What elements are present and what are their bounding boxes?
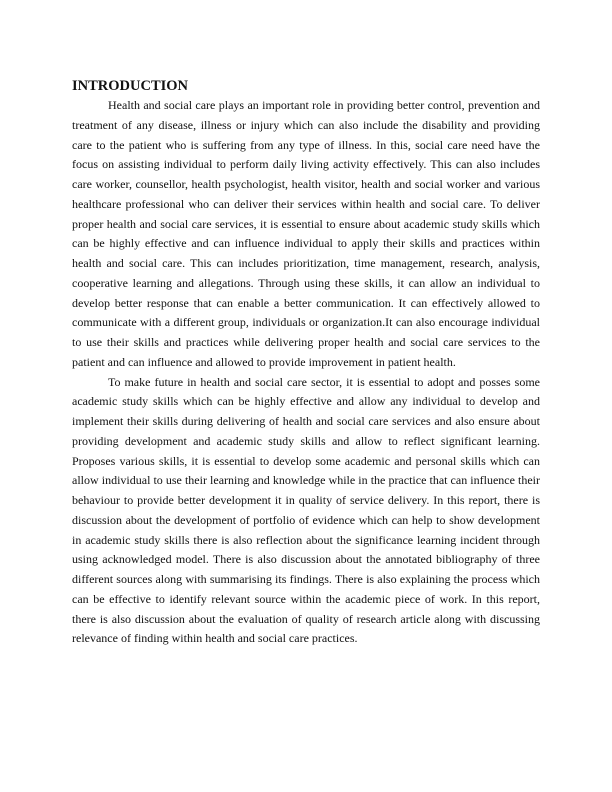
paragraph-1: Health and social care plays an important role in providing better control, prevention and treatment of any disease, illness or injury which can also include the disability and providing care to the patient who is suffering from any type of illness. In this, social care need have the focus on assisting individual to perform daily living activity effectively. This can also includes care worker, counsellor, health psychologist, health visitor, health and social worker and various healthcare professional who can deliver their services within health and social care. To deliver proper health and social care services, it is essential to ensure about academic study skills which can be highly effective and can influence individual to apply their skills and practices within health and social care. This can includes prioritization, time management, research, analysis, cooperative learning and allegations. Through using these skills, it can allow an individual to develop better response that can enable a better communication. It can effectively allowed to communicate with a different group, individuals or organization.It can also encourage individual to use their skills and practices while delivering proper health and social care services to the patient and can influence and allowed to provide improvement in patient health. xyxy=(72,98,540,369)
section-heading: INTRODUCTION xyxy=(72,78,189,94)
document-page xyxy=(72,76,540,649)
paragraph-2: To make future in health and social care sector, it is essential to adopt and posses some academic study skills which can be highly effective and allow any individual to develop and implement their skills during delivering of health and social care services and also ensure about providing development and academic study skills and allow to reflect significant learning. Proposes various skills, it is essential to develop some academic and personal skills which can allow individual to use their learning and knowledge while in the practice that can influence their behaviour to provide better development it in quality of service delivery. In this report, there is discussion about the development of portfolio of evidence which can help to show development in academic study skills there is also reflection about the significance learning incident through using acknowledged model. There is also discussion about the annotated bibliography of three different sources along with summarising its findings. There is also explaining the process which can be effective to identify relevant source within the academic piece of work. In this report, there is also discussion about the evaluation of quality of research article along with discussing relevance of finding within health and social care practices. xyxy=(72,374,540,646)
